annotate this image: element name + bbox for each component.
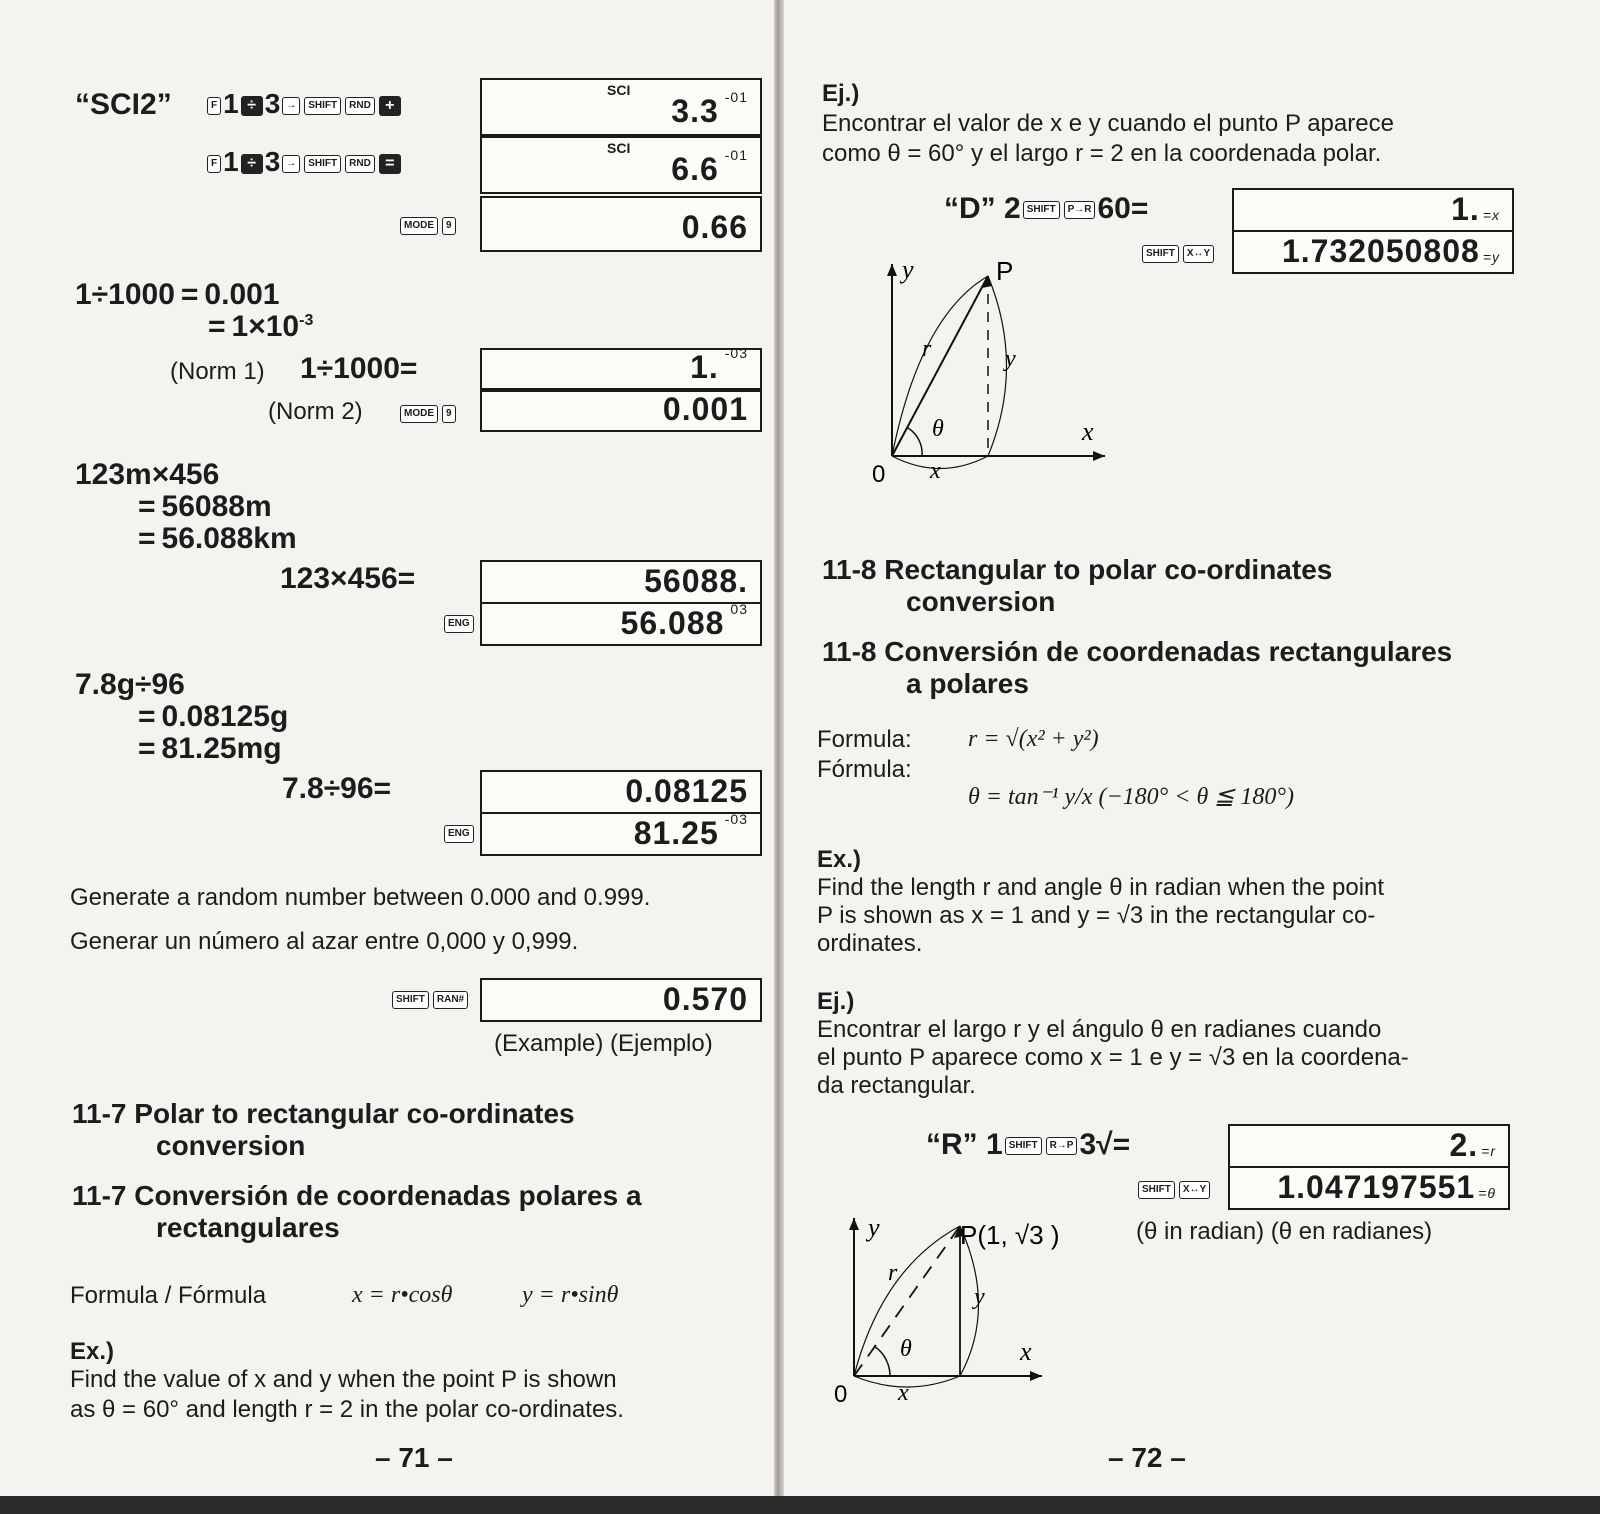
ej2-text-3: da rectangular.: [817, 1072, 976, 1099]
diagram1-origin: 0: [872, 461, 886, 486]
d-mode-keys: “D” 2 SHIFT P→R 60=: [944, 192, 1149, 225]
random-note: (Example) (Ejemplo): [494, 1030, 713, 1057]
example3-keys: 7.8÷96=: [282, 772, 392, 805]
norm1-label: (Norm 1): [170, 358, 265, 385]
diagram1-x-side-label: x: [930, 458, 941, 484]
diagram1-y-side-label: y: [1005, 346, 1016, 372]
norm1-keys: 1÷1000=: [300, 352, 418, 385]
display-r-result: 2. =r: [1228, 1124, 1510, 1168]
page-number-71: – 71 –: [375, 1442, 453, 1473]
display-example3-1: 0.08125: [480, 770, 762, 814]
ex-text-right-2: P is shown as x = 1 and y = √3 in the rectangular co-: [817, 902, 1376, 929]
key-sequence-3: MODE 9: [398, 208, 458, 240]
display-example2-2: 56.088 $^{03}$: [480, 602, 762, 646]
display-example3-2: 81.25 $^{-03}$: [480, 812, 762, 856]
xy-swap-keys-2: SHIFT X↔Y: [1136, 1178, 1212, 1201]
section-11-7-es: 11-7 Conversión de coordenadas polares a rectangulares: [72, 1180, 642, 1243]
ej-text-2: como θ = 60° y el largo r = 2 en la coordenada polar.: [822, 140, 1382, 167]
example3-line2: = 0.08125g: [138, 700, 289, 733]
example3-line3: = 81.25mg: [138, 732, 282, 765]
sci2-label: “SCI2”: [75, 88, 172, 121]
formula-r: r = √(x² + y²): [968, 726, 1099, 752]
ej-label-1: Ej.): [822, 80, 860, 107]
display-sci-3: 0.66: [480, 196, 762, 252]
diagram2-x-axis-label: x: [1020, 1337, 1032, 1366]
page-number-72: – 72 –: [1108, 1442, 1186, 1473]
display-example2-1: 56088.: [480, 560, 762, 604]
display-x-result: 1. =x: [1232, 188, 1514, 232]
page-gutter: [774, 0, 784, 1514]
diagram1-theta-label: θ: [932, 416, 944, 442]
section-11-8-en: 11-8 Rectangular to polar co-ordinates conversion: [822, 554, 1333, 617]
eng-key-1: ENG: [442, 612, 476, 635]
diagram2-y-label: y: [868, 1213, 880, 1242]
formula-theta: θ = tan⁻¹ y/x (−180° < θ ≦ 180°): [968, 784, 1294, 810]
formula-x: x = r•cosθ: [352, 1282, 453, 1308]
diagram1-r-label: r: [922, 336, 932, 362]
ex-text-left-2: as θ = 60° and length r = 2 in the polar co-ordinates.: [70, 1396, 624, 1423]
ej-text-1: Encontrar el valor de x e y cuando el punto P aparece: [822, 110, 1394, 137]
ex-label-left: Ex.): [70, 1338, 115, 1365]
page-bottom-edge: [0, 1496, 1600, 1514]
ex-text-left-1: Find the value of x and y when the point P is shown: [70, 1366, 617, 1393]
formula-y: y = r•sinθ: [522, 1282, 619, 1308]
ej-label-2: Ej.): [817, 988, 855, 1015]
ej2-text-1: Encontrar el largo r y el ángulo θ en radianes cuando: [817, 1016, 1382, 1043]
polar-diagram-2: [812, 1208, 1112, 1448]
random-keys: SHIFT RAN#: [390, 988, 470, 1011]
display-theta-result: 1.047197551 =θ: [1228, 1166, 1510, 1210]
example3-line1: 7.8g÷96: [75, 668, 185, 701]
display-y-result: 1.732050808 =y: [1232, 230, 1514, 274]
example2-line1: 123m×456: [75, 458, 220, 491]
display-norm1: 1. $^{-03}$: [480, 348, 762, 390]
norm2-keys: MODE 9: [398, 396, 458, 428]
xy-swap-keys-1: SHIFT X↔Y: [1140, 242, 1216, 265]
diagram2-r-label: r: [888, 1260, 898, 1286]
ex-text-right-1: Find the length r and angle θ in radian when the point: [817, 874, 1385, 901]
key-sequence-1: F 1 ÷ 3 → SHIFT RND +: [205, 88, 403, 120]
r-mode-keys: “R” 1 SHIFT R→P 3√=: [926, 1128, 1131, 1161]
section-11-8-es: 11-8 Conversión de coordenadas rectangulares a polares: [822, 636, 1453, 699]
example1-line1: 1÷1000 = 0.001: [75, 278, 280, 311]
radian-note: (θ in radian) (θ en radianes): [1136, 1218, 1433, 1245]
display-sci-1: SCI 3.3 $^{-01}$: [480, 78, 762, 136]
diagram1-x-axis-label: x: [1082, 417, 1094, 446]
diagram2-y-side-label: y: [974, 1284, 985, 1310]
random-text-es: Generar un número al azar entre 0,000 y 0,999.: [70, 928, 579, 955]
key-sequence-2: F 1 ÷ 3 → SHIFT RND =: [205, 146, 403, 178]
example2-keys: 123×456=: [280, 562, 416, 595]
display-sci-2: SCI 6.6 $^{-01}$: [480, 136, 762, 194]
display-norm2: 0.001: [480, 390, 762, 432]
diagram2-p-label: P(1, √3 ): [960, 1220, 1060, 1250]
diagram2-origin: 0: [834, 1381, 848, 1408]
diagram1-y-label: y: [902, 256, 914, 284]
eng-key-2: ENG: [442, 822, 476, 845]
ex-label-right: Ex.): [817, 846, 862, 873]
display-random: 0.570: [480, 978, 762, 1022]
section-11-7-en: 11-7 Polar to rectangular co-ordinates conversion: [72, 1098, 575, 1161]
diagram2-x-side-label: x: [898, 1380, 909, 1406]
formula-label-left: Formula / Fórmula: [70, 1282, 267, 1309]
diagram2-theta-label: θ: [900, 1336, 912, 1362]
formula-label-en: Formula:: [817, 726, 912, 753]
diagram1-p-label: P: [996, 256, 1014, 286]
formula-label-es: Fórmula:: [817, 756, 912, 783]
example2-line2: = 56088m: [138, 490, 272, 523]
norm2-label: (Norm 2): [268, 398, 363, 425]
polar-diagram-1: [850, 256, 1130, 486]
ex-text-right-3: ordinates.: [817, 930, 923, 957]
random-text-en: Generate a random number between 0.000 and 0.999.: [70, 884, 651, 911]
ej2-text-2: el punto P aparece como x = 1 e y = √3 en la coordena-: [817, 1044, 1409, 1071]
example2-line3: = 56.088km: [138, 522, 297, 555]
example1-line2: = $1\times 10^{-3}$: [208, 310, 314, 343]
